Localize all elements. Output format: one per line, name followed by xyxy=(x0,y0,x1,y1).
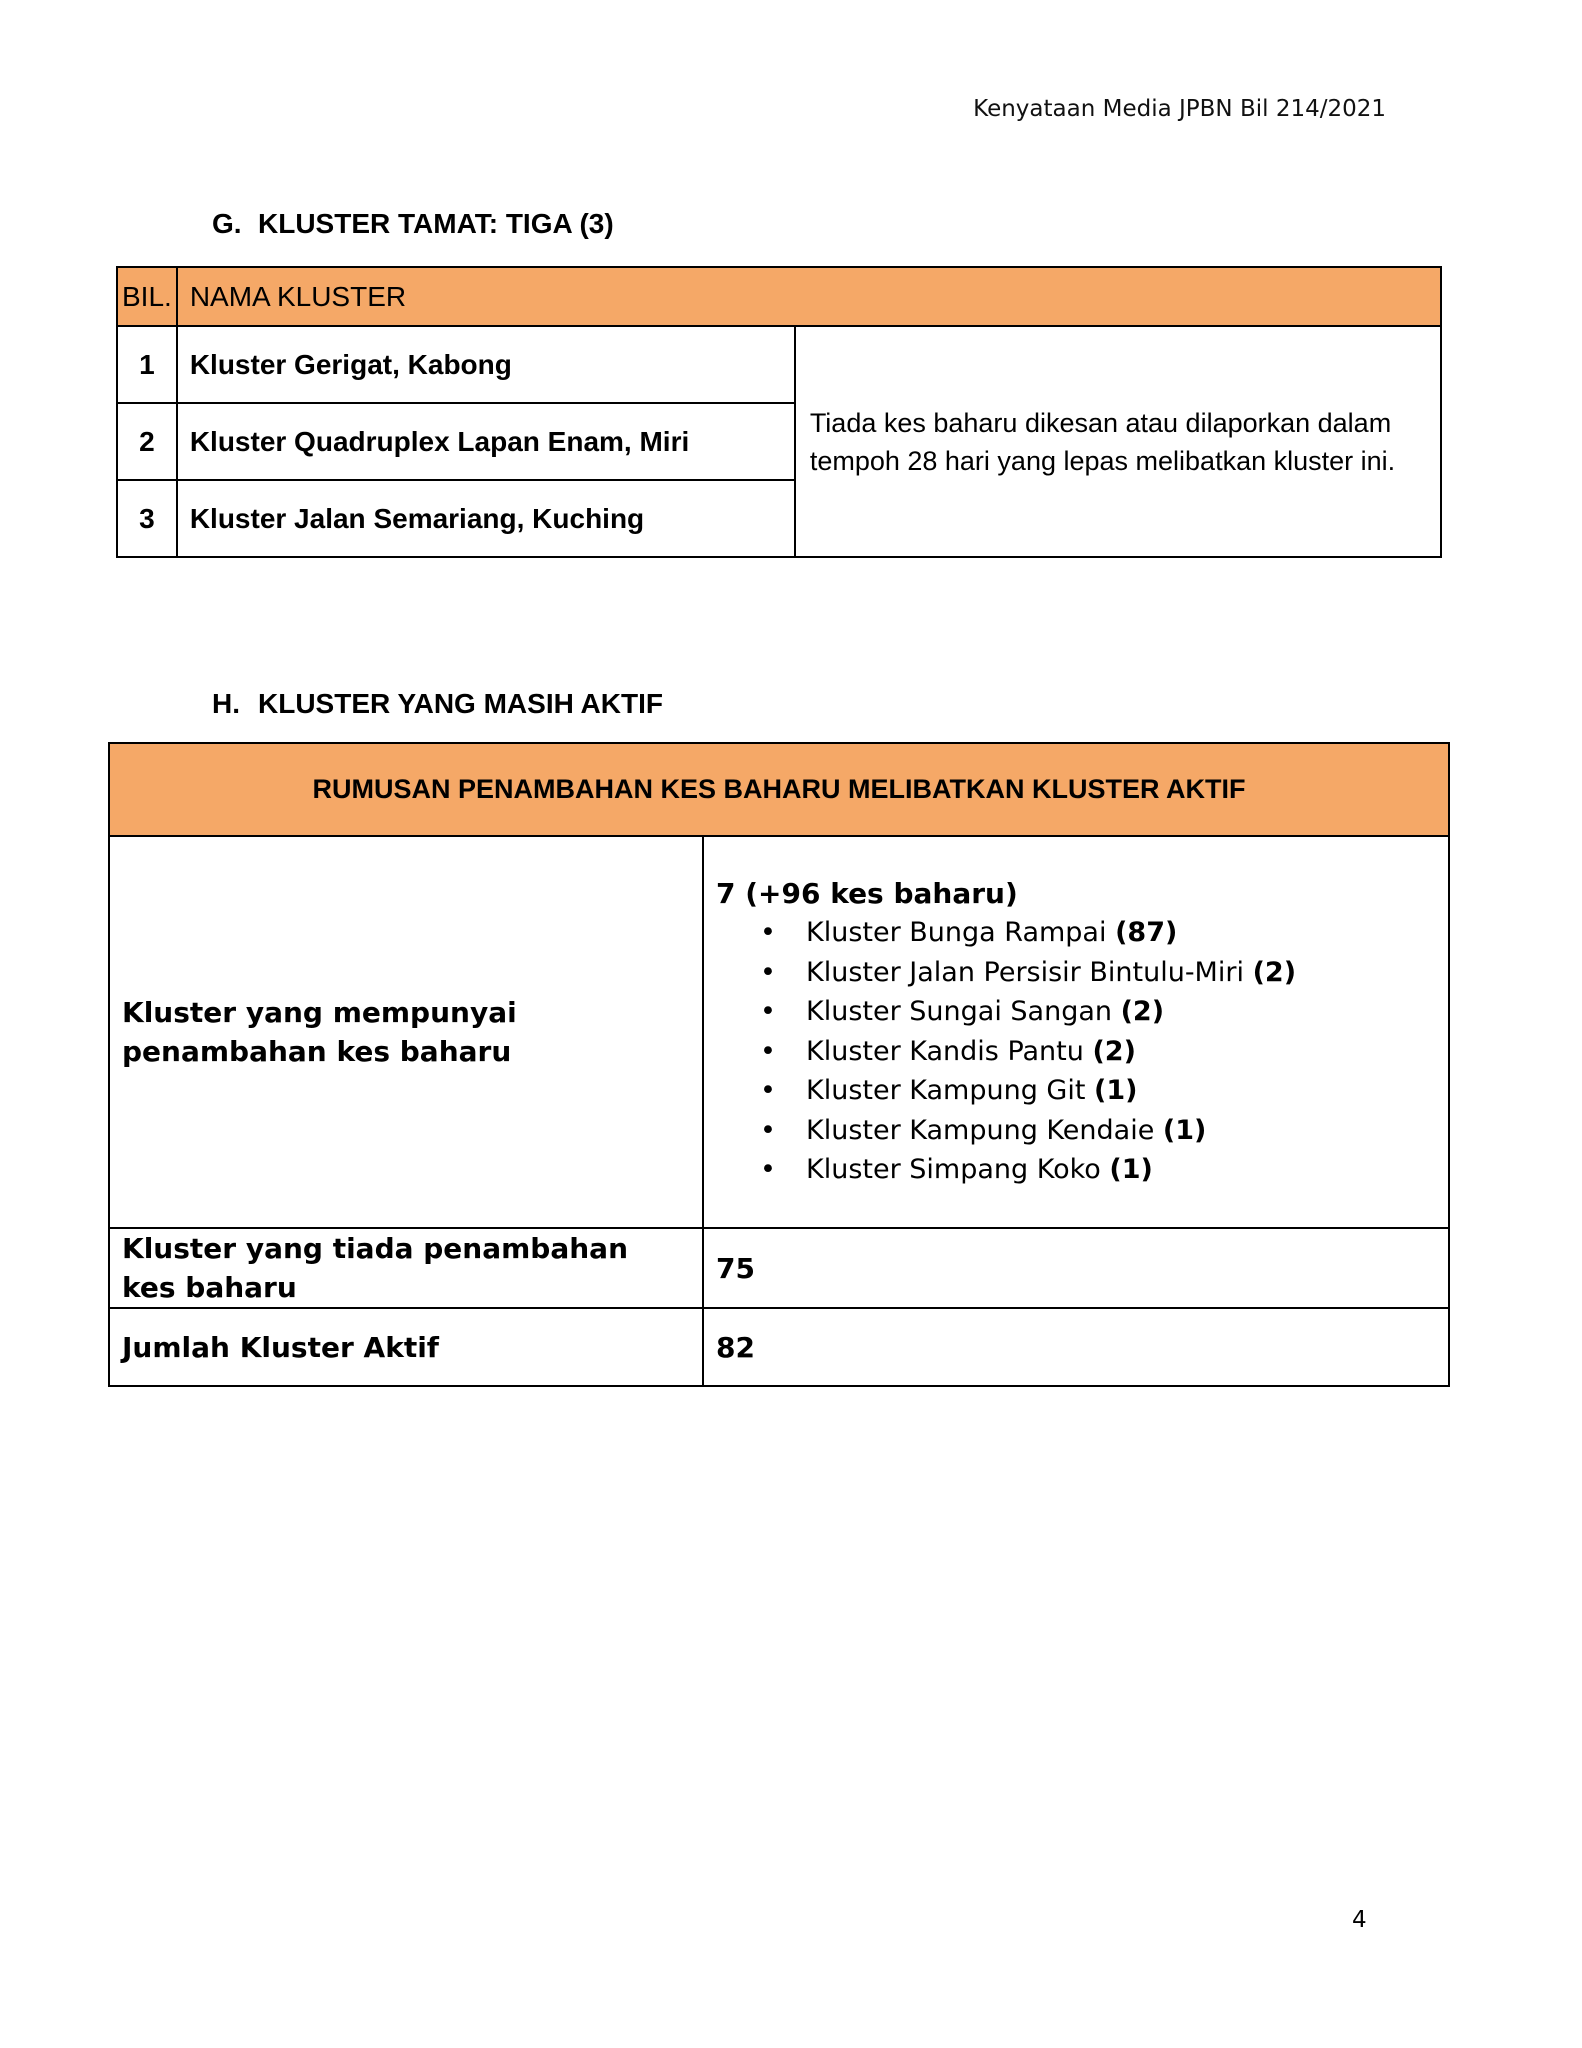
cluster-name: Kluster Kampung Git xyxy=(806,1075,1086,1107)
document-reference: Kenyataan Media JPBN Bil 214/2021 xyxy=(973,96,1386,122)
page-number: 4 xyxy=(1352,1907,1367,1933)
with-new-cases-cell xyxy=(703,836,1449,1228)
cluster-name: Kluster Gerigat, Kabong xyxy=(177,326,795,403)
section-h-label: H. xyxy=(212,688,240,719)
list-item xyxy=(760,1071,1436,1111)
cluster-name: Kluster Kampung Kendaie xyxy=(806,1114,1155,1146)
table-row xyxy=(109,836,1449,1228)
cluster-case-count: (2) xyxy=(1252,956,1297,988)
section-h-heading xyxy=(212,688,663,720)
section-g-heading xyxy=(212,208,614,240)
cluster-name: Kluster Sungai Sangan xyxy=(806,996,1112,1028)
cluster-name: Kluster Jalan Semariang, Kuching xyxy=(177,480,795,557)
list-item xyxy=(760,992,1436,1032)
bullet-icon: • xyxy=(760,1075,776,1107)
table-row xyxy=(109,1308,1449,1386)
ended-note: Tiada kes baharu dikesan atau dilaporkan dalam tempoh 28 hari yang lepas melibatkan kluster ini. xyxy=(795,326,1441,557)
total-active-value: 82 xyxy=(703,1308,1449,1386)
table-header-row xyxy=(117,267,1441,326)
without-new-cases-label: Kluster yang tiada penambahan kes baharu xyxy=(109,1228,703,1308)
without-new-cases-value: 75 xyxy=(703,1228,1449,1308)
cluster-list xyxy=(716,913,1436,1190)
with-new-cases-summary: 7 (+96 kes baharu) xyxy=(716,877,1018,911)
list-item xyxy=(760,953,1436,993)
list-item xyxy=(760,1111,1436,1151)
cluster-name: Kluster Kandis Pantu xyxy=(806,1035,1084,1067)
bullet-icon: • xyxy=(760,1114,776,1146)
cluster-name: Kluster Quadruplex Lapan Enam, Miri xyxy=(177,403,795,480)
bullet-icon: • xyxy=(760,917,776,949)
cluster-case-count: (1) xyxy=(1094,1075,1138,1107)
cluster-case-count: (2) xyxy=(1092,1035,1136,1067)
bullet-icon: • xyxy=(760,956,776,988)
cluster-name: Kluster Bunga Rampai xyxy=(806,917,1107,949)
list-item xyxy=(760,913,1436,953)
total-active-label: Jumlah Kluster Aktif xyxy=(109,1308,703,1386)
summary-table-header: RUMUSAN PENAMBAHAN KES BAHARU MELIBATKAN KLUSTER AKTIF xyxy=(109,743,1449,836)
table-header-row xyxy=(109,743,1449,836)
table-row xyxy=(117,326,1441,403)
bullet-icon: • xyxy=(760,996,776,1028)
table-row xyxy=(109,1228,1449,1308)
section-g-label: G. xyxy=(212,208,242,239)
list-item xyxy=(760,1032,1436,1072)
cluster-case-count: (1) xyxy=(1162,1114,1207,1146)
cluster-name: Kluster Jalan Persisir Bintulu-Miri xyxy=(806,956,1244,988)
row-number: 2 xyxy=(117,403,177,480)
column-header-bil: BIL. xyxy=(117,267,177,326)
with-new-cases-label: Kluster yang mempunyai penambahan kes baharu xyxy=(109,836,703,1228)
section-h-title: KLUSTER YANG MASIH AKTIF xyxy=(258,688,663,719)
cluster-name: Kluster Simpang Koko xyxy=(806,1154,1101,1186)
cluster-case-count: (1) xyxy=(1109,1154,1153,1186)
cluster-case-count: (2) xyxy=(1120,996,1165,1028)
row-number: 1 xyxy=(117,326,177,403)
cluster-case-count: (87) xyxy=(1115,917,1178,949)
row-number: 3 xyxy=(117,480,177,557)
section-g-title: KLUSTER TAMAT: TIGA (3) xyxy=(258,208,614,239)
column-header-name: NAMA KLUSTER xyxy=(177,267,1441,326)
bullet-icon: • xyxy=(760,1154,776,1186)
ended-clusters-table xyxy=(116,266,1442,558)
bullet-icon: • xyxy=(760,1035,776,1067)
list-item xyxy=(760,1150,1436,1190)
active-clusters-table xyxy=(108,742,1450,1387)
